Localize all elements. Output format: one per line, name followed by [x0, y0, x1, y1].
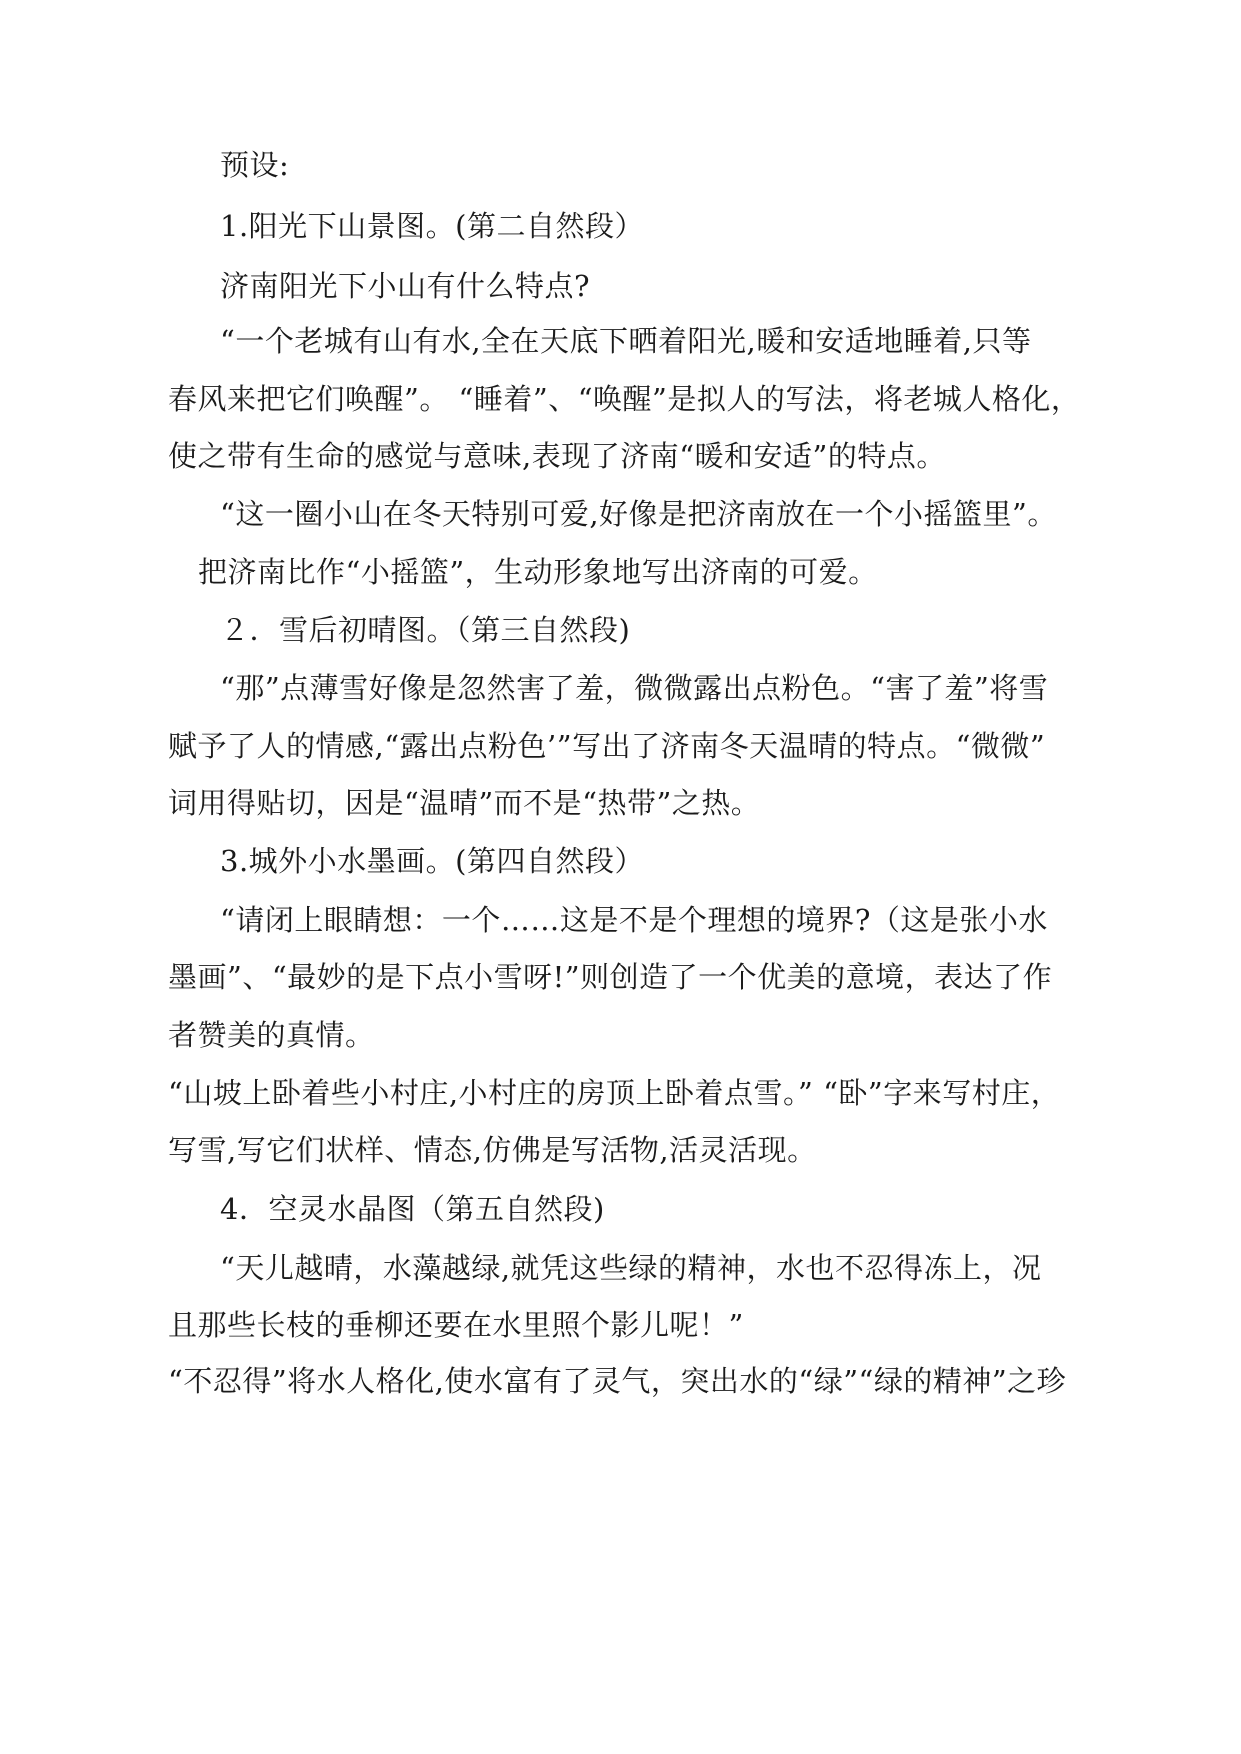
text-line: 春风来把它们唤醒”。 “睡着”、“唤醒”是拟人的写法，将老城人格化， [168, 382, 1081, 416]
text-line: “不忍得”将水人格化,使水富有了灵气，突出水的“绿”“绿的精神”之珍 [168, 1364, 1067, 1398]
text-line-heading-4: 4．空灵水晶图（第五自然段) [220, 1192, 605, 1226]
text-line: 把济南比作“小摇篮”，生动形象地写出济南的可爱。 [198, 555, 878, 589]
text-line: 者赞美的真情。 [168, 1018, 375, 1052]
text-line: “请闭上眼睛想：一个……这是不是个理想的境界?（这是张小水 [220, 903, 1048, 937]
text-line: “天儿越晴，水藻越绿,就凭这些绿的精神，水也不忍得冻上，况 [220, 1251, 1042, 1285]
text-line-heading-1: 1.阳光下山景图。(第二自然段） [220, 209, 644, 243]
text-line: “山坡上卧着些小村庄,小村庄的房顶上卧着点雪。” “卧”字来写村庄， [168, 1076, 1061, 1110]
text-line: “一个老城有山有水,全在天底下晒着阳光,暖和安适地睡着,只等 [220, 324, 1032, 358]
text-line: 墨画”、“最妙的是下点小雪呀!”则创造了一个优美的意境，表达了作 [168, 960, 1053, 994]
text-line: “这一圈小山在冬天特别可爱,好像是把济南放在一个小摇篮里”。 [220, 497, 1057, 531]
text-line: 赋予了人的情感,“露出点粉色’”写出了济南冬天温晴的特点。“微微” [168, 729, 1046, 763]
text-line: 济南阳光下小山有什么特点? [220, 269, 591, 303]
text-line: 写雪,写它们状样、情态,仿佛是写活物,活灵活现。 [168, 1133, 817, 1167]
text-line: 且那些长枝的垂柳还要在水里照个影儿呢！” [168, 1308, 744, 1342]
text-line-preset: 预设: [220, 148, 290, 182]
text-line-heading-3: 3.城外小水墨画。(第四自然段） [220, 844, 644, 878]
text-line: 词用得贴切，因是“温晴”而不是“热带”之热。 [168, 786, 761, 820]
text-line-heading-2: ２．雪后初晴图。（第三自然段) [220, 613, 631, 647]
text-line: 使之带有生命的感觉与意味,表现了济南“暖和安适”的特点。 [168, 439, 946, 473]
text-line: “那”点薄雪好像是忽然害了羞，微微露出点粉色。“害了羞”将雪 [220, 671, 1049, 705]
